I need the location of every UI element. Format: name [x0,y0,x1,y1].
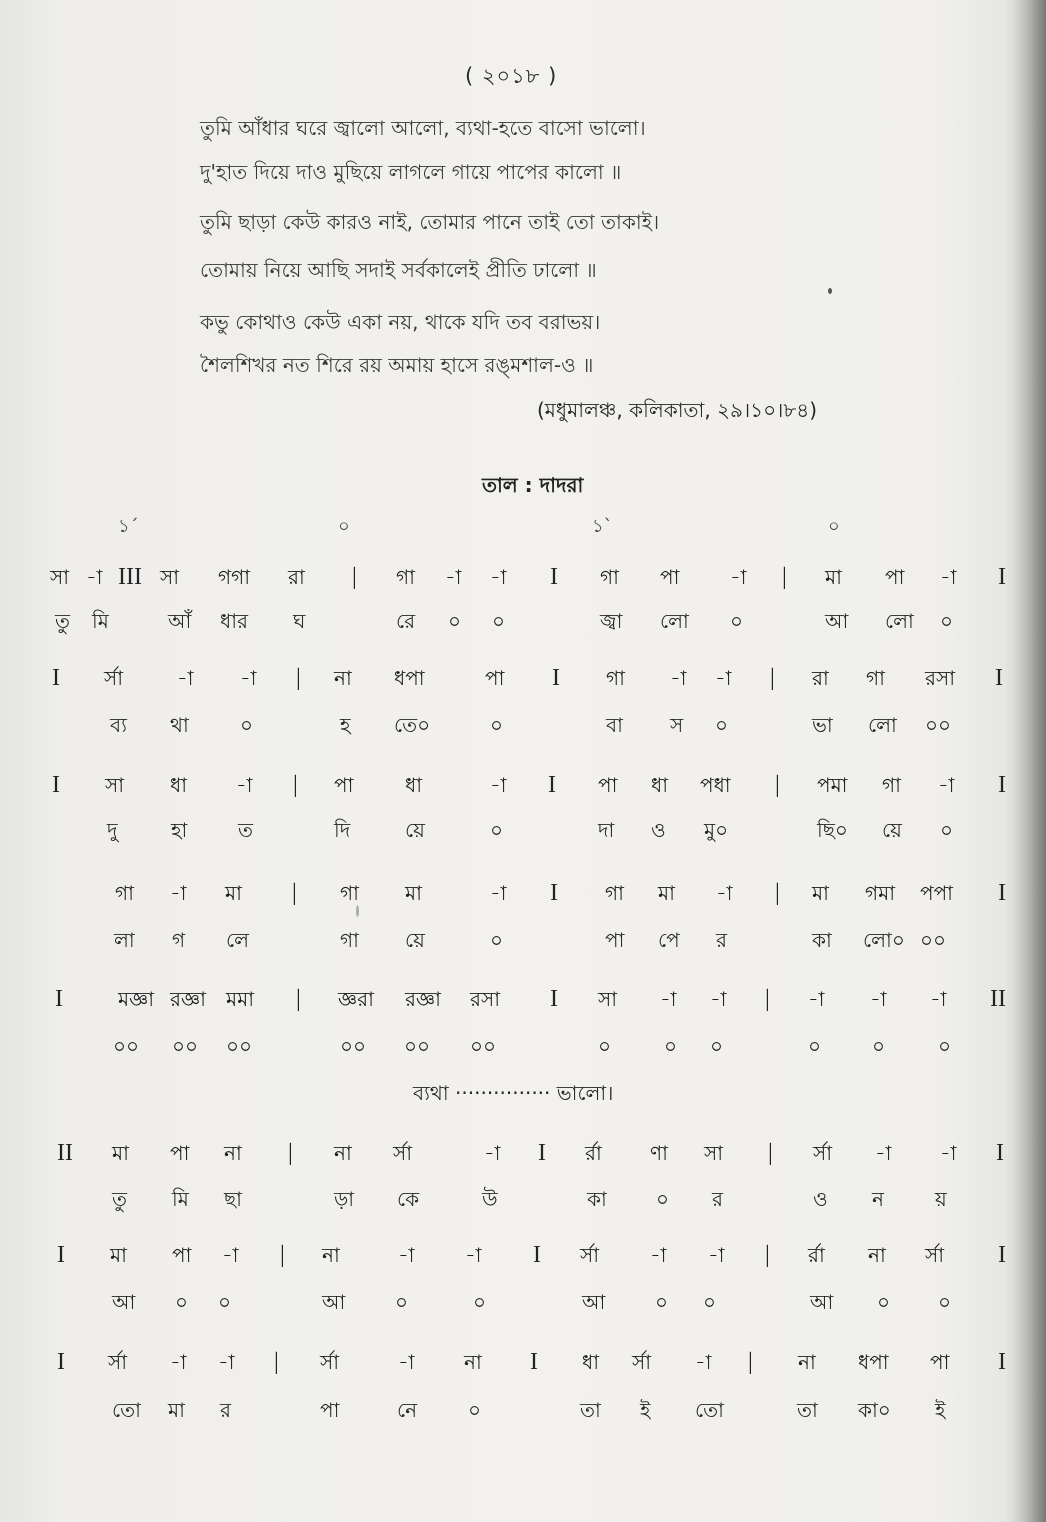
bani-syllable: কা [812,928,832,952]
bani-syllable: জ্বা [600,609,623,633]
bar-divider: I [530,1349,538,1375]
bar-divider: I [57,1349,65,1375]
bani-syllable: য়ে [405,818,425,842]
bani-syllable: তে০ [394,713,431,737]
bani-syllable: লো [660,609,689,633]
swar-row [0,1140,1046,1166]
swar-note: না [334,666,352,690]
swar-note: মা [112,1141,129,1165]
swar-note: ধা [651,773,669,797]
bani-row [0,1289,1046,1315]
bani-syllable: স [670,713,684,737]
swar-note: -া [398,1243,415,1267]
bani-syllable: ০০ [404,1034,431,1058]
poem-line: তোমায় নিয়ে আছি সদাই সর্বকালেই প্রীতি ঢালো ॥ [200,258,597,282]
swar-note: -া [170,1350,187,1374]
bar-divider: II [990,986,1006,1012]
swar-note: -া [490,565,507,589]
bani-syllable: লো০ [863,928,905,952]
bani-syllable: দু [107,818,118,842]
bar-divider: | [292,880,297,906]
bar-divider: I [998,1242,1006,1268]
bani-syllable: ন [872,1187,884,1211]
swar-note: -া [716,881,733,905]
swar-note: -া [240,666,257,690]
bani-syllable: আ [322,1290,346,1314]
swar-note: ণা [650,1141,668,1165]
bani-syllable: ০০ [113,1034,140,1058]
swar-note: গা [882,773,901,797]
bani-syllable: উ [482,1187,498,1211]
bar-divider: | [288,1140,293,1166]
swar-note: সা [160,565,180,589]
swar-note: পধা [700,773,731,797]
bani-syllable: ছি০ [817,818,848,842]
swar-note: সা [598,987,618,1011]
bani-syllable: পা [605,928,625,952]
bani-syllable: ০০ [920,928,947,952]
bani-syllable: ০ [473,1290,487,1314]
bani-syllable: থা [170,713,189,737]
swar-note: না [322,1243,340,1267]
swar-note: গা [605,881,624,905]
swar-note: গগা [218,565,251,589]
bani-row [0,1186,1046,1212]
bani-syllable: য়ে [882,818,902,842]
swar-row [0,564,1046,590]
swar-note: র্রা [585,1141,602,1165]
swar-note: না [224,1141,242,1165]
swar-note: মা [110,1243,127,1267]
bani-syllable: ০ [710,1034,724,1058]
page-number: ( ২০১৮ ) [465,64,558,88]
swar-note: -া [398,1350,415,1374]
swar-note: মা [825,565,842,589]
swar-note: সা [105,773,125,797]
bar-divider: | [770,665,775,691]
swar-note: -া [222,1243,239,1267]
swar-note: রসা [925,666,956,690]
swar-note: -া [445,565,462,589]
bar-divider: I [995,665,1003,691]
swar-note: রজ্ঞা [405,987,441,1011]
bani-row [0,1397,1046,1423]
swar-note: -া [670,666,687,690]
bar-divider: | [352,564,357,590]
bar-divider: | [274,1349,279,1375]
swar-note: পা [885,565,905,589]
bar-divider: | [782,564,787,590]
swar-note: -া [660,987,677,1011]
bani-syllable: ০ [877,1290,891,1314]
ink-speck [828,288,832,294]
swar-note: পা [660,565,680,589]
swar-note: র্সা [393,1141,413,1165]
bar-divider: I [996,1140,1004,1166]
swar-note: -া [490,881,507,905]
bani-syllable: ড়া [334,1187,355,1211]
bani-syllable: গ [172,928,186,952]
bani-syllable: আ [112,1290,136,1314]
bani-syllable: র [716,928,728,952]
swar-note: -া [177,666,194,690]
bani-syllable: গা [340,928,359,952]
bar-divider: I [57,1242,65,1268]
bani-syllable: ০ [218,1290,232,1314]
swar-note: মা [405,881,422,905]
bani-syllable: ০০ [925,713,952,737]
bar-divider: I [533,1242,541,1268]
bani-syllable: ও [651,818,666,842]
bani-syllable: ধার [220,609,249,633]
bani-syllable: তো [695,1398,724,1422]
bani-syllable: মি [92,609,109,633]
bani-syllable: ০ [664,1034,678,1058]
page-edge-shadow [1012,0,1046,1522]
swar-note: পা [170,1141,190,1165]
bani-syllable: ০ [940,818,954,842]
bar-divider: | [748,1349,753,1375]
swar-note: -া [708,1243,725,1267]
bani-syllable: তো [112,1398,141,1422]
bani-syllable: নে [397,1398,418,1422]
swar-note: পপা [920,881,953,905]
bani-syllable: ত [238,818,254,842]
tala-mark: ১` [592,516,613,537]
swar-note: -া [940,565,957,589]
bani-syllable: ০ [240,713,254,737]
bani-syllable: তু [112,1187,128,1211]
bar-divider: | [293,772,298,798]
bani-row [0,712,1046,738]
swar-note: -া [484,1141,501,1165]
swar-note: -া [930,987,947,1011]
bani-syllable: র [712,1187,724,1211]
bani-syllable: ০ [703,1290,717,1314]
swar-note: র্সা [580,1243,600,1267]
bar-divider: I [55,986,63,1012]
bar-divider: | [765,986,770,1012]
swar-note: -া [236,773,253,797]
bani-syllable: ০ [656,1187,670,1211]
bar-divider: I [998,564,1006,590]
attribution: (মধুমালঞ্চ, কলিকাতা, ২৯।১০।৮৪) [537,398,818,422]
bar-divider: | [296,665,301,691]
bar-divider: | [775,772,780,798]
bar-divider: I [998,772,1006,798]
swar-note: পা [598,773,618,797]
bar-divider: I [550,564,558,590]
swar-note: ধপা [394,666,425,690]
bani-syllable: আ [810,1290,834,1314]
tala-mark: ০ [828,516,840,537]
bani-syllable: লে [226,928,250,952]
swar-note: -া [695,1350,712,1374]
swar-note: -া [808,987,825,1011]
bani-syllable: র [220,1398,232,1422]
bani-syllable: ০ [492,609,506,633]
bani-syllable: ভা [812,713,833,737]
swar-note: গা [396,565,415,589]
bani-syllable: আ [825,609,849,633]
swar-note: র্সা [632,1350,652,1374]
swar-note: সা [704,1141,724,1165]
bani-syllable: কা [587,1187,607,1211]
swar-note: গা [115,881,134,905]
swar-note: -া [490,773,507,797]
swar-note: গা [600,565,619,589]
swar-note: জ্ঞরা [338,987,374,1011]
swar-note: -া [465,1243,482,1267]
swar-note: -া [650,1243,667,1267]
bani-syllable: লা [114,928,135,952]
interlude-line: ব্যথা ··············· ভালো। [413,1081,614,1105]
swar-note: না [798,1350,816,1374]
swar-note: -া [715,666,732,690]
poem-line: তুমি ছাড়া কেউ কারও নাই, তোমার পানে তাই তো তাকাই। [200,210,660,234]
bar-divider: I [998,1349,1006,1375]
poem-line: শৈলশিখর নত শিরে রয় অমায় হাসে রঙ্‌মশাল-ও ॥ [200,353,594,377]
bani-row [0,1033,1046,1059]
swar-note: পা [172,1243,192,1267]
swar-note: মা [658,881,675,905]
poem-line: তুমি আঁধার ঘরে জ্বালো আলো, ব্যথা-হতে বাসো ভালো। [200,116,646,140]
bani-syllable: ০ [490,818,504,842]
bani-syllable: দি [334,818,351,842]
swar-note: ধা [405,773,423,797]
tal-label: তাল : দাদরা [482,473,584,497]
swar-note: পা [485,666,505,690]
bar-divider: I [998,880,1006,906]
swar-note: মা [225,881,242,905]
swar-note: -া [218,1350,235,1374]
bani-syllable: বা [606,713,623,737]
swar-note: মা [812,881,829,905]
swar-note: গা [606,666,625,690]
bar-divider: I [538,1140,546,1166]
swar-note: পমা [817,773,848,797]
bani-syllable: ০০ [470,1034,497,1058]
bar-divider: | [775,880,780,906]
swar-row [0,1242,1046,1268]
bani-syllable: হা [171,818,188,842]
bani-syllable: ব্য [110,713,127,737]
swar-note: মমা [226,987,255,1011]
bani-syllable: ০ [175,1290,189,1314]
swar-row [0,772,1046,798]
bani-syllable: লো [868,713,897,737]
ink-smudge [356,905,359,917]
bani-syllable: ০ [490,928,504,952]
swar-note: র্সা [320,1350,340,1374]
bani-syllable: ০০ [226,1034,253,1058]
bani-syllable: কে [397,1187,420,1211]
bani-syllable: ০ [490,713,504,737]
bani-syllable: ই [935,1398,946,1422]
swar-note: না [868,1243,886,1267]
bani-syllable: ০ [938,1290,952,1314]
swar-note: র্সা [813,1141,833,1165]
swar-note: -া [940,1141,957,1165]
swar-note: র্সা [108,1350,128,1374]
swar-row [0,880,1046,906]
swar-note: -া [870,987,887,1011]
bani-syllable: তা [580,1398,601,1422]
bani-syllable: ০ [730,609,744,633]
bar-divider: II [57,1140,73,1166]
bani-syllable: ০ [598,1034,612,1058]
bani-syllable: ০ [872,1034,886,1058]
bani-syllable: ও [813,1187,828,1211]
swar-note: গা [340,881,359,905]
swar-note: গমা [865,881,896,905]
swar-note: সা [50,565,70,589]
bani-row [0,608,1046,634]
bani-syllable: হ [340,713,351,737]
swar-note: -া [875,1141,892,1165]
bar-divider: | [296,986,301,1012]
bar-divider: I [550,986,558,1012]
bar-divider: I [52,772,60,798]
swar-note: -া [170,881,187,905]
bani-syllable: ০ [395,1290,409,1314]
bani-syllable: ০ [715,713,729,737]
tala-mark: ১´ [118,516,139,537]
bar-divider: | [280,1242,285,1268]
swar-note: গা [866,666,885,690]
swar-note: না [464,1350,482,1374]
bani-syllable: য়ে [405,928,425,952]
swar-note: র্সা [925,1243,945,1267]
swar-row [0,665,1046,691]
swar-note: র্রা [808,1243,825,1267]
swar-note: -া [86,565,103,589]
bar-divider: | [765,1242,770,1268]
bar-divider: I [52,665,60,691]
swar-note: মজ্ঞা [118,987,155,1011]
swar-note: ধা [170,773,188,797]
bani-syllable: ০ [940,609,954,633]
bar-divider: III [118,564,142,590]
bani-syllable: তা [797,1398,818,1422]
swar-note: ধপা [858,1350,889,1374]
swar-note: -া [730,565,747,589]
bani-syllable: ০০ [340,1034,367,1058]
bani-syllable: ঘ [293,609,306,633]
bar-divider: | [768,1140,773,1166]
bani-syllable: ছা [224,1187,242,1211]
bar-divider: I [550,880,558,906]
poem-line: দু'হাত দিয়ে দাও মুছিয়ে লাগলে গায়ে পাপের কালো ॥ [200,160,622,184]
bani-syllable: আ [582,1290,606,1314]
bar-divider: I [548,772,556,798]
bani-syllable: মি [172,1187,189,1211]
swar-note: ধা [582,1350,600,1374]
bani-syllable: ই [640,1398,651,1422]
bani-syllable: ০ [468,1398,482,1422]
bani-syllable: ০ [808,1034,822,1058]
bani-row [0,927,1046,953]
bani-syllable: পা [320,1398,340,1422]
bani-syllable: ০ [655,1290,669,1314]
bani-syllable: য় [935,1187,947,1211]
swar-note: র্সা [104,666,124,690]
swar-note: -া [938,773,955,797]
bani-syllable: লো [885,609,914,633]
poem-line: কভু কোথাও কেউ একা নয়, থাকে যদি তব বরাভয়। [200,310,601,334]
swar-note: রসা [470,987,501,1011]
bar-divider: I [552,665,560,691]
swar-note: রা [812,666,829,690]
bani-syllable: মা [168,1398,185,1422]
bani-syllable: ০ [938,1034,952,1058]
bani-syllable: পে [658,928,680,952]
swar-row [0,1349,1046,1375]
tala-mark: ০ [338,516,350,537]
bani-syllable: রে [396,609,416,633]
bani-syllable: কা০ [858,1398,891,1422]
swar-note: পা [930,1350,950,1374]
bani-syllable: তু [55,609,71,633]
bani-syllable: ০ [448,609,462,633]
bani-syllable: দা [598,818,615,842]
bani-row [0,817,1046,843]
bani-syllable: আঁ [168,609,192,633]
swar-note: রজ্ঞা [170,987,206,1011]
swar-note: পা [334,773,354,797]
swar-note: না [334,1141,352,1165]
bani-syllable: মু০ [704,818,729,842]
swar-row [0,986,1046,1012]
swar-note: -া [710,987,727,1011]
swar-note: রা [288,565,305,589]
bani-syllable: ০০ [172,1034,199,1058]
